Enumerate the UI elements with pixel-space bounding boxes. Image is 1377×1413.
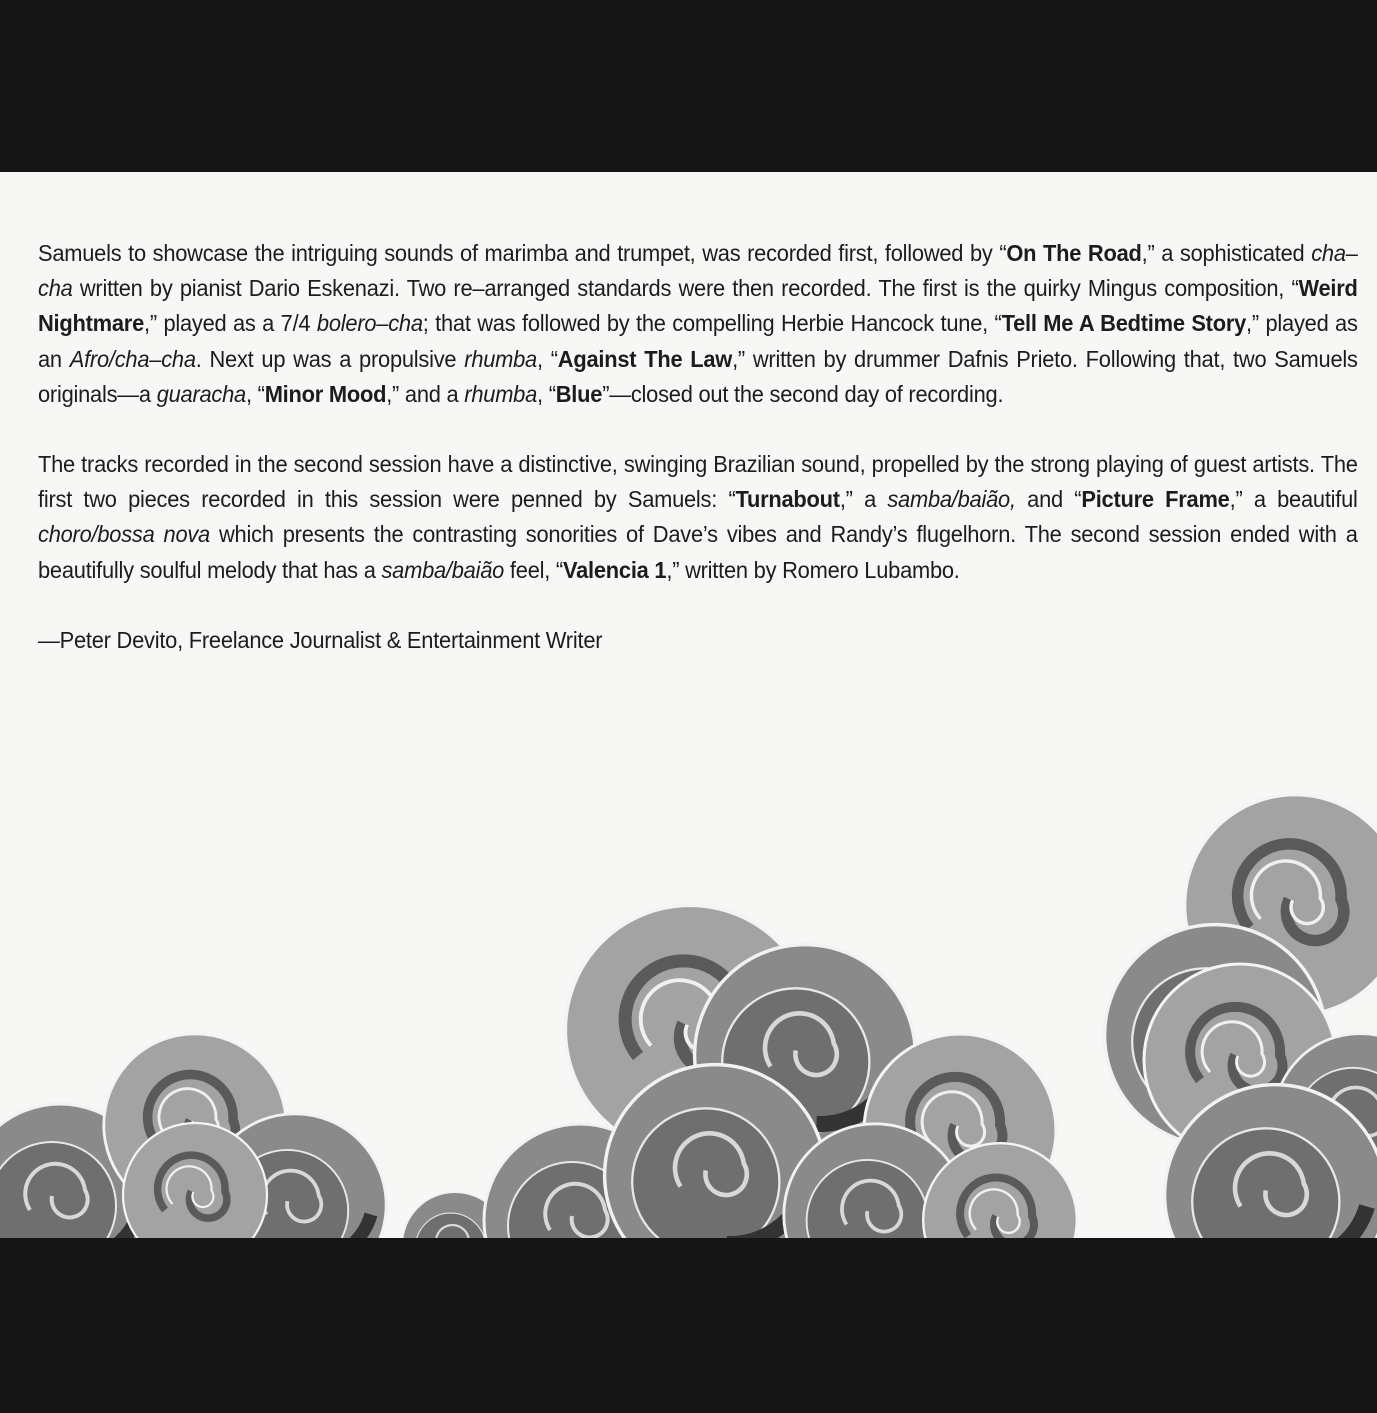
track-title: Picture Frame	[1081, 486, 1230, 513]
track-title: Against The Law	[557, 345, 733, 372]
genre-term: samba/baião	[381, 556, 505, 583]
text-run: ,” a sophisticated	[1141, 240, 1312, 266]
genre-term: rhumba	[464, 380, 538, 407]
top-black-band	[0, 0, 1377, 172]
text-run: and “	[1015, 486, 1082, 513]
genre-term: guaracha	[156, 380, 246, 407]
genre-term: choro/bossa nova	[38, 521, 210, 548]
text-run: feel, “	[504, 556, 563, 583]
genre-term: samba/baião,	[887, 486, 1016, 513]
text-run: Samuels to showcase the intriguing sounds of marimba and trumpet, was recorded first, followed by “	[38, 240, 1007, 266]
text-run: written by pianist Dario Eskenazi. Two re–arranged standards were then recorded. The first is the quirky Mingus composition, “	[72, 275, 1299, 302]
paragraph-first-session	[38, 236, 1358, 412]
text-run: ,” played as an	[38, 310, 1358, 372]
text-run: ; that was followed by the compelling Herbie Hancock tune, “	[422, 310, 1002, 337]
genre-term: Afro/cha–cha	[69, 345, 196, 372]
track-title: Tell Me A Bedtime Story	[1001, 310, 1247, 337]
track-title: Valencia 1	[562, 556, 667, 583]
text-run: The tracks recorded in the second session have a distinctive, swinging Brazilian sound, propelled by the strong playing of guest artists. The first two pieces recorded in this session were penned by Samuels: “	[38, 451, 1358, 513]
liner-notes-text	[38, 236, 1358, 658]
track-title: Minor Mood	[264, 380, 387, 407]
text-run: , “	[245, 380, 265, 407]
genre-term: rhumba	[464, 345, 537, 372]
text-run: , “	[537, 380, 556, 407]
author-byline: —Peter Devito, Freelance Journalist & Entertainment Writer	[38, 626, 603, 653]
paragraph-second-session	[38, 447, 1358, 588]
bottom-black-band	[0, 1238, 1377, 1413]
text-run: ,” a	[839, 486, 888, 513]
text-run: ,” a beautiful	[1229, 486, 1358, 513]
track-title: On The Road	[1006, 240, 1142, 266]
decorative-cloud-illustration	[0, 780, 1377, 1250]
text-run: ,” written by drummer Dafnis Prieto. Following that, two Samuels originals—a	[38, 345, 1358, 407]
text-run: ,” and a	[386, 380, 465, 407]
genre-term: bolero–cha	[316, 310, 423, 337]
text-run: which presents the contrasting sonorities of Dave’s vibes and Randy’s flugelhorn. The second session ended with a beautifully soulful melody that has a	[38, 521, 1358, 583]
track-title: Blue	[555, 380, 603, 407]
genre-term: cha–cha	[38, 240, 1358, 302]
text-run: ,” played as a 7/4	[143, 310, 317, 337]
track-title: Weird Nightmare	[38, 275, 1358, 337]
cloud-shape	[123, 1123, 267, 1250]
text-run: ”—closed out the second day of recording.	[602, 380, 1004, 407]
track-title: Turnabout	[735, 486, 840, 513]
text-run: ,” written by Romero Lubambo.	[666, 556, 960, 583]
text-run: , “	[536, 345, 558, 372]
text-run: . Next up was a propulsive	[195, 345, 465, 372]
